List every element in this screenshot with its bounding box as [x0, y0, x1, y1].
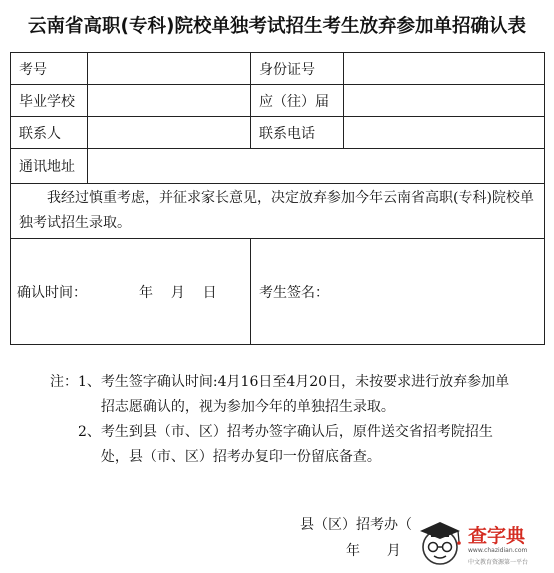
- form-row-exam-id: [11, 53, 545, 85]
- contact-label: 联系人: [11, 117, 88, 149]
- signature-cell[interactable]: [251, 239, 545, 345]
- signoff-date: 年 月: [346, 543, 401, 559]
- form-row-contact: [11, 117, 545, 149]
- notes-section: [50, 370, 520, 470]
- watermark-brand: 查字典: [468, 525, 526, 547]
- confirm-time-cell: [11, 239, 251, 345]
- phone-field[interactable]: [344, 117, 545, 149]
- school-field[interactable]: [88, 85, 251, 117]
- notes-lead: 注：1、: [50, 374, 101, 390]
- signature-label: 考生签名：: [259, 284, 329, 301]
- note-item-1: [50, 370, 520, 420]
- address-field[interactable]: [88, 149, 545, 184]
- watermark-tagline: 中文教育资源第一平台: [468, 559, 529, 566]
- phone-label: 联系电话: [251, 117, 344, 149]
- form-row-school: [11, 85, 545, 117]
- note-item-2: [50, 420, 520, 470]
- address-label: 通讯地址: [11, 149, 88, 184]
- form-row-signature: [11, 239, 545, 345]
- contact-field[interactable]: [88, 117, 251, 149]
- watermark-url: www.chazidian.com: [468, 547, 528, 554]
- office-signoff: 县（区）招考办（: [300, 517, 412, 533]
- form-row-address: [11, 149, 545, 184]
- graduate-mascot-icon: [412, 515, 468, 569]
- class-year-label: 应（往）届: [251, 85, 344, 117]
- form-title: 云南省高职(专科)院校单独考试招生考生放弃参加单招确认表: [28, 16, 526, 37]
- note-2-lead: 2、: [78, 424, 101, 440]
- form-row-declaration: [11, 184, 545, 239]
- confirm-time-label: 确认时间：: [17, 284, 87, 301]
- id-no-field[interactable]: [344, 53, 545, 85]
- school-label: 毕业学校: [11, 85, 88, 117]
- exam-no-field[interactable]: [88, 53, 251, 85]
- id-no-label: 身份证号: [251, 53, 344, 85]
- note-1-text: 考生签字确认时间:4月16日至4月20日，未按要求进行放弃参加单招志愿确认的，视为参加今年的单独招生录取。: [100, 374, 510, 415]
- confirmation-form-table: [10, 52, 545, 345]
- note-2-text: 考生到县（市、区）招考办签字确认后，原件送交省招考院招生处，县（市、区）招考办复印一份留底备查。: [100, 424, 493, 465]
- exam-no-label: 考号: [11, 53, 88, 85]
- chazidian-watermark: [412, 515, 548, 569]
- class-year-field[interactable]: [344, 85, 545, 117]
- confirm-time-value[interactable]: 年 月 日: [139, 284, 217, 301]
- declaration-text: 我经过慎重考虑，并征求家长意见，决定放弃参加今年云南省高职(专科)院校单独考试招生录取。: [11, 184, 545, 239]
